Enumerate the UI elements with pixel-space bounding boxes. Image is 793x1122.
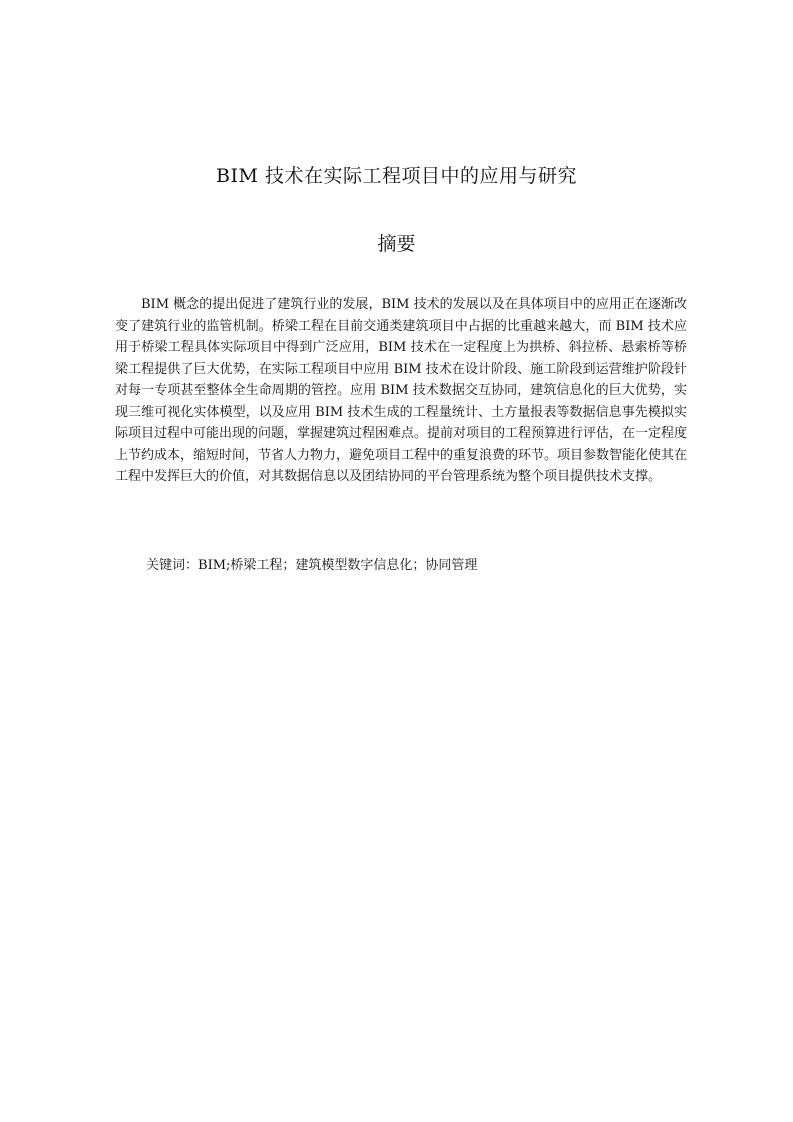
abstract-heading: 摘要: [377, 233, 416, 255]
keywords-value: BIM;桥梁工程；建筑模型数字信息化；协同管理: [198, 558, 478, 573]
document-title: BIM 技术在实际工程项目中的应用与研究: [216, 165, 577, 187]
keywords-line: [146, 555, 686, 576]
keywords-label: 关键词：: [146, 558, 199, 573]
abstract-paragraph: BIM 概念的提出促进了建筑行业的发展，BIM 技术的发展以及在具体项目中的应用正在逐渐改变了建筑行业的监管机制。桥梁工程在目前交通类建筑项目中占据的比重越来越大，而 BIM 技术应用于桥梁工程具体实际项目中得到广泛应用，BIM 技术在一定程度上为拱桥、斜拉桥、悬索桥等桥梁工程提供了巨大优势，在实际工程项目中应用 BIM 技术在设计阶段、施工阶段到运营维护阶段针对每一专项甚至整体全生命周期的管控。应用 BIM 技术数据交互协同，建筑信息化的巨大优势，实现三维可视化实体模型，以及应用 BIM 技术生成的工程量统计、土方量报表等数据信息事先模拟实际项目过程中可能出现的问题，掌握建筑过程困难点。提前对项目的工程预算进行评估，在一定程度上节约成本，缩短时间，节省人力物力，避免项目工程中的重复浪费的环节。项目参数智能化使其在工程中发挥巨大的价值，对其数据信息以及团结协同的平台管理系统为整个项目提供技术支撑。: [115, 297, 688, 484]
